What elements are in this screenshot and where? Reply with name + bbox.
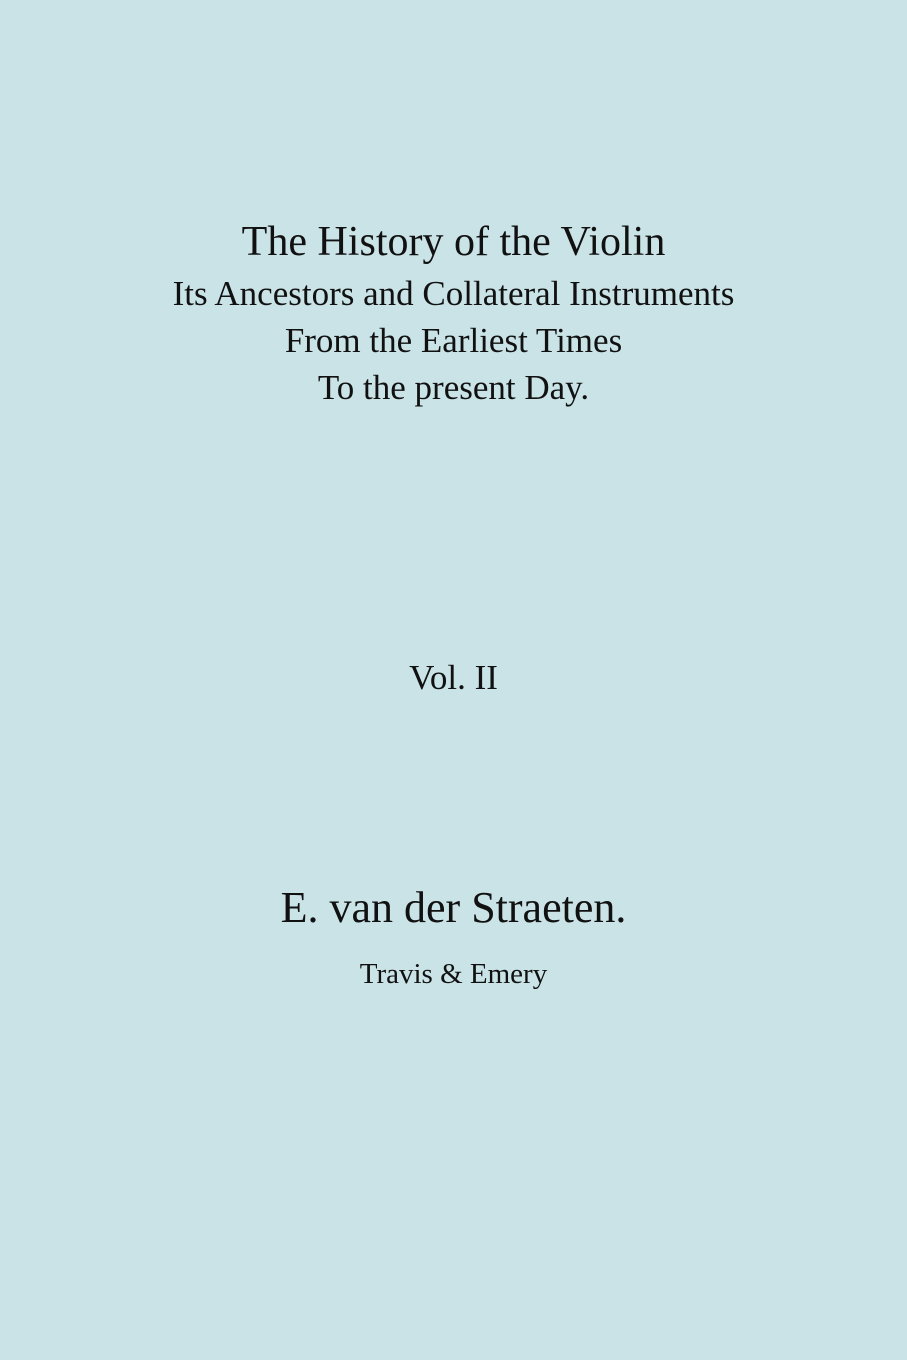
- book-title: The History of the Violin: [241, 219, 666, 265]
- subtitle-line-1: Its Ancestors and Collateral Instruments: [172, 274, 735, 313]
- author-name: E. van der Straeten.: [280, 883, 627, 932]
- volume-label: Vol. II: [409, 658, 498, 697]
- subtitle-line-3: To the present Day.: [317, 368, 590, 407]
- publisher-name: Travis & Emery: [359, 958, 548, 990]
- subtitle-line-2: From the Earliest Times: [284, 321, 623, 360]
